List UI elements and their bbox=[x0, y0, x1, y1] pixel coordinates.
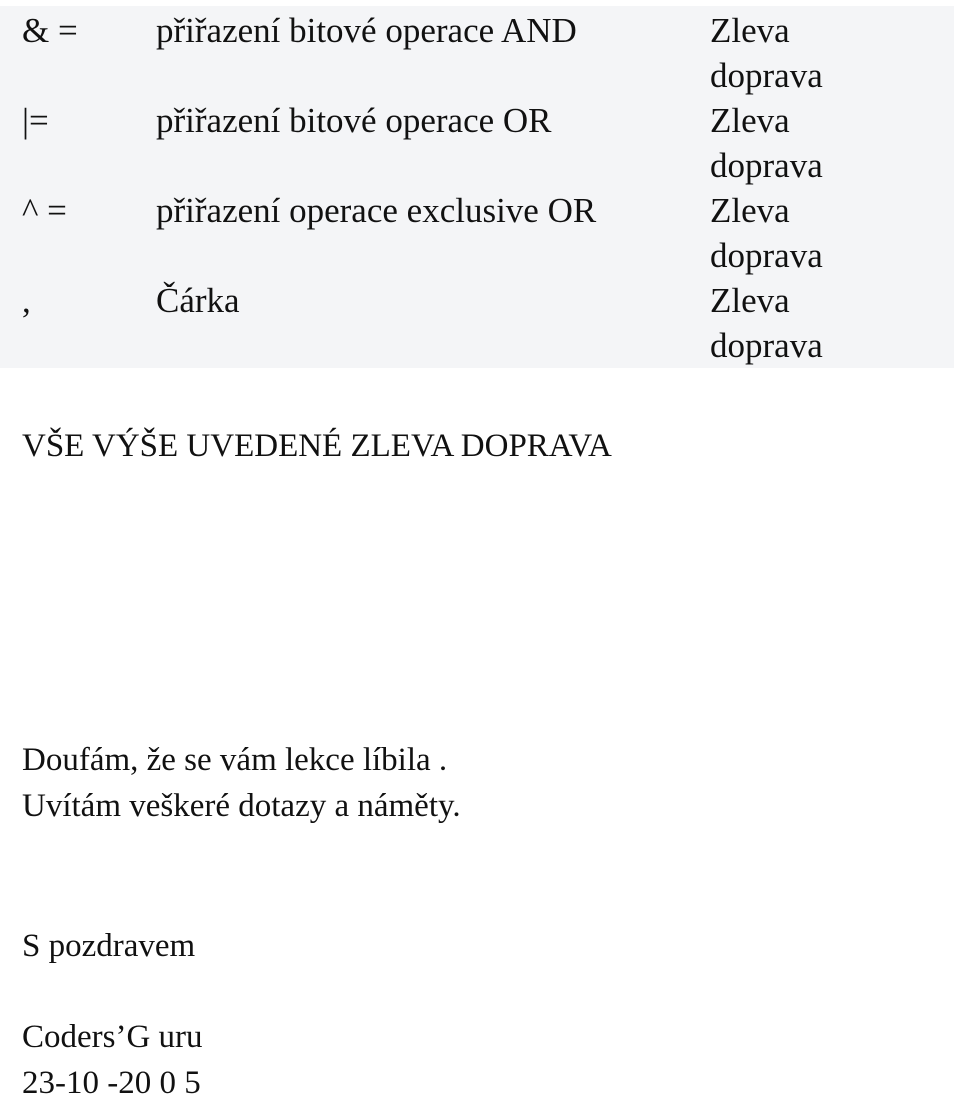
operator-description: přiřazení bitové operace AND bbox=[156, 11, 577, 50]
closing-line-1: Doufám, že se vám lekce líbila . bbox=[22, 742, 448, 778]
operator-associativity bbox=[710, 188, 910, 278]
operator-row-comma bbox=[0, 276, 954, 366]
associativity-line2: doprava bbox=[710, 326, 823, 365]
author-name: Coders’G uru bbox=[22, 1019, 203, 1055]
operator-associativity bbox=[710, 278, 910, 368]
associativity-line2: doprava bbox=[710, 146, 823, 185]
operator-associativity bbox=[710, 98, 910, 188]
operator-symbol: |= bbox=[22, 101, 49, 140]
operator-row-xor-assign bbox=[0, 186, 954, 276]
associativity-line2: doprava bbox=[710, 56, 823, 95]
operator-associativity bbox=[710, 8, 910, 98]
associativity-line2: doprava bbox=[710, 236, 823, 275]
greeting: S pozdravem bbox=[22, 928, 196, 964]
date: 23-10 -20 0 5 bbox=[22, 1065, 201, 1101]
operator-symbol: , bbox=[22, 281, 31, 320]
associativity-line1: Zleva bbox=[710, 191, 790, 230]
summary-text: VŠE VÝŠE UVEDENÉ ZLEVA DOPRAVA bbox=[22, 428, 612, 464]
associativity-line1: Zleva bbox=[710, 101, 790, 140]
operator-row-and-assign bbox=[0, 6, 954, 96]
operator-symbol: ^ = bbox=[22, 191, 67, 230]
operator-description: přiřazení bitové operace OR bbox=[156, 101, 552, 140]
associativity-line1: Zleva bbox=[710, 11, 790, 50]
operator-row-or-assign bbox=[0, 96, 954, 186]
operator-description: přiřazení operace exclusive OR bbox=[156, 191, 597, 230]
associativity-line1: Zleva bbox=[710, 281, 790, 320]
operator-description: Čárka bbox=[156, 281, 240, 320]
operator-symbol: & = bbox=[22, 11, 78, 50]
operator-table bbox=[0, 6, 954, 368]
closing-line-2: Uvítám veškeré dotazy a náměty. bbox=[22, 788, 461, 824]
